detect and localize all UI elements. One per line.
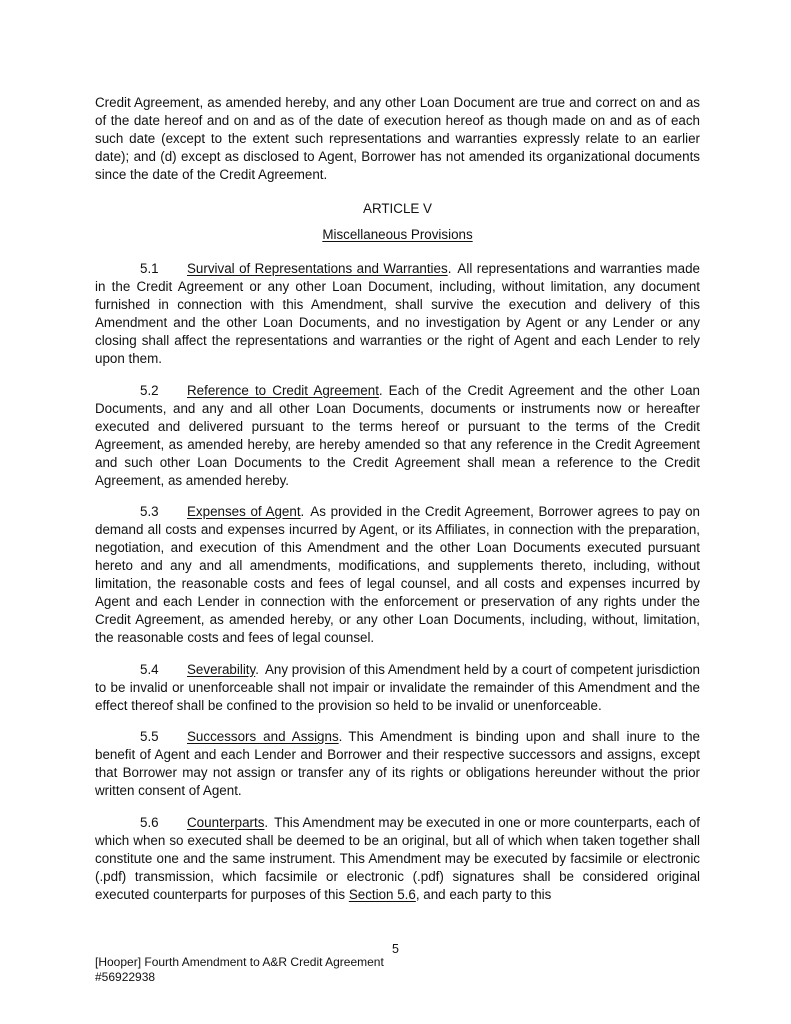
section-5-5: 5.5 Successors and Assigns. This Amendment is binding upon and shall inure to the benefit of Agent and each Lender and Borrower and their respective successors and assigns, except that Borrower may not assign or transfer any of its rights or obligations hereunder without the prior written consent of Agent.: [95, 729, 701, 798]
article-subheading: [95, 226, 700, 244]
section-cross-reference: Section 5.6: [348, 886, 416, 902]
section-5-2: 5.2 Reference to Credit Agreement. Each of the Credit Agreement and the other Loan Documents, and any and all other Loan Documents, documents or instruments now or hereafter executed and delivered pursuant to the terms hereof or pursuant to the terms of the Credit Agreement, as amended hereby, are hereby amended so that any reference in the Credit Agreement and such other Loan Documents to the Credit Agreement shall mean a reference to the Credit Agreement, as amended hereby.: [95, 382, 700, 488]
section-text: This Amendment is binding upon and shall inure to the benefit of Agent and each Lender and Borrower and their respective successors and assigns, except that Borrower may not assign or transfer any of its rights or obligations hereunder without the prior written consent of Agent.: [95, 729, 701, 798]
section-text: As provided in the Credit Agreement, Borrower agrees to pay on demand all costs and expenses incurred by Agent, or its Affiliates, in connection with the preparation, negotiation, and execution of this Amendment and the other Loan Documents executed pursuant hereto and any and all amendments, modifications, and supplements thereto, including, without limitation, the reasonable costs and fees of legal counsel, and all costs and expenses incurred by Agent and each Lender in connection with the enforcement or preservation of any rights under the Credit Agreement, as amended hereby, or any other Loan Documents, including, without, limitation, the reasonable costs and fees of legal counsel.: [95, 504, 700, 645]
page-number: 5: [392, 942, 399, 956]
section-number: 5.1: [140, 261, 159, 276]
section-title: Counterparts: [187, 814, 265, 830]
section-text: Any provision of this Amendment held by a court of competent jurisdiction to be invalid or unenforceable shall not impair or invalidate the remainder of this Amendment and the effect thereof shall be confined to the provision so held to be invalid or unenforceable.: [95, 661, 700, 713]
section-number: 5.5: [140, 729, 159, 744]
intro-paragraph: Credit Agreement, as amended hereby, and any other Loan Document are true and correct on and as of the date hereof and on and as of the date of execution hereof as though made on and as of each such date (except to the extent such representations and warranties expressly relate to an earlier date); and (d) except as disclosed to Agent, Borrower has not amended its organizational documents since the date of the Credit Agreement.: [95, 95, 700, 182]
section-title: Successors and Assigns: [187, 729, 339, 744]
document-body: [95, 94, 700, 917]
section-5-3: 5.3 Expenses of Agent. As provided in the Credit Agreement, Borrower agrees to pay on demand all costs and expenses incurred by Agent, or its Affiliates, in connection with the preparation, negotiation, and execution of this Amendment and the other Loan Documents executed pursuant hereto and any and all amendments, modifications, and supplements thereto, including, without limitation, the reasonable costs and fees of legal counsel, and all costs and expenses incurred by Agent and each Lender in connection with the enforcement or preservation of any rights under the Credit Agreement, as amended hereby, or any other Loan Documents, including, without, limitation, the reasonable costs and fees of legal counsel.: [95, 504, 700, 645]
footer-document-title: [Hooper] Fourth Amendment to A&R Credit Agreement: [95, 955, 384, 969]
section-title: Reference to Credit Agreement: [187, 382, 379, 398]
section-number: 5.4: [140, 661, 159, 677]
article-subheading-text: Miscellaneous Provisions: [322, 227, 473, 242]
section-number: 5.2: [140, 382, 159, 398]
section-number: 5.6: [140, 814, 159, 830]
document-footer: [95, 955, 384, 985]
section-5-6: 5.6 Counterparts. This Amendment may be executed in one or more counterparts, each of which when so executed shall be deemed to be an original, but all of which when taken together shall constitute one and the same instrument. This Amendment may be executed by facsimile or electronic (.pdf) transmission, which facsimile or electronic (.pdf) signatures shall be considered original executed counterparts for purposes of this Section 5.6, and each party to this: [95, 814, 700, 902]
footer-document-id: #56922938: [95, 970, 156, 984]
section-title: Severability: [187, 661, 256, 677]
section-text: Each of the Credit Agreement and the other Loan Documents, and any and all other Loan Documents, documents or instruments now or hereafter executed and delivered pursuant to the terms hereof or pursuant to the terms of the Credit Agreement, as amended hereby, are hereby amended so that any reference in the Credit Agreement and such other Loan Documents to the Credit Agreement shall mean a reference to the Credit Agreement, as amended hereby.: [95, 382, 700, 488]
section-5-1: 5.1 Survival of Representations and Warranties. All representations and warranties made in the Credit Agreement or any other Loan Document, including, without limitation, any document furnished in connection with this Amendment, shall survive the execution and delivery of this Amendment and the other Loan Documents, and no investigation by Agent or any Lender or any closing shall affect the representations and warranties or the right of Agent and each Lender to rely upon them.: [95, 261, 700, 366]
article-heading: ARTICLE V: [363, 201, 432, 216]
section-text: This Amendment may be executed in one or more counterparts, each of which when so executed shall be deemed to be an original, but all of which when taken together shall constitute one and the same instrument. This Amendment may be executed by facsimile or electronic (.pdf) transmission, which facsimile or electronic (.pdf) signatures shall be considered original executed counterparts for purposes of this: [95, 814, 700, 902]
section-text-tail: , and each party to this: [415, 886, 552, 902]
section-title: Survival of Representations and Warranties: [187, 261, 448, 276]
section-number: 5.3: [140, 504, 159, 519]
section-5-4: 5.4 Severability. Any provision of this Amendment held by a court of competent jurisdiction to be invalid or unenforceable shall not impair or invalidate the remainder of this Amendment and the effect thereof shall be confined to the provision so held to be invalid or unenforceable.: [95, 661, 700, 713]
section-text: All representations and warranties made in the Credit Agreement or any other Loan Document, including, without limitation, any document furnished in connection with this Amendment, shall survive the execution and delivery of this Amendment and the other Loan Documents, and no investigation by Agent or any Lender or any closing shall affect the representations and warranties or the right of Agent and each Lender to rely upon them.: [95, 261, 700, 366]
section-title: Expenses of Agent: [187, 504, 301, 519]
